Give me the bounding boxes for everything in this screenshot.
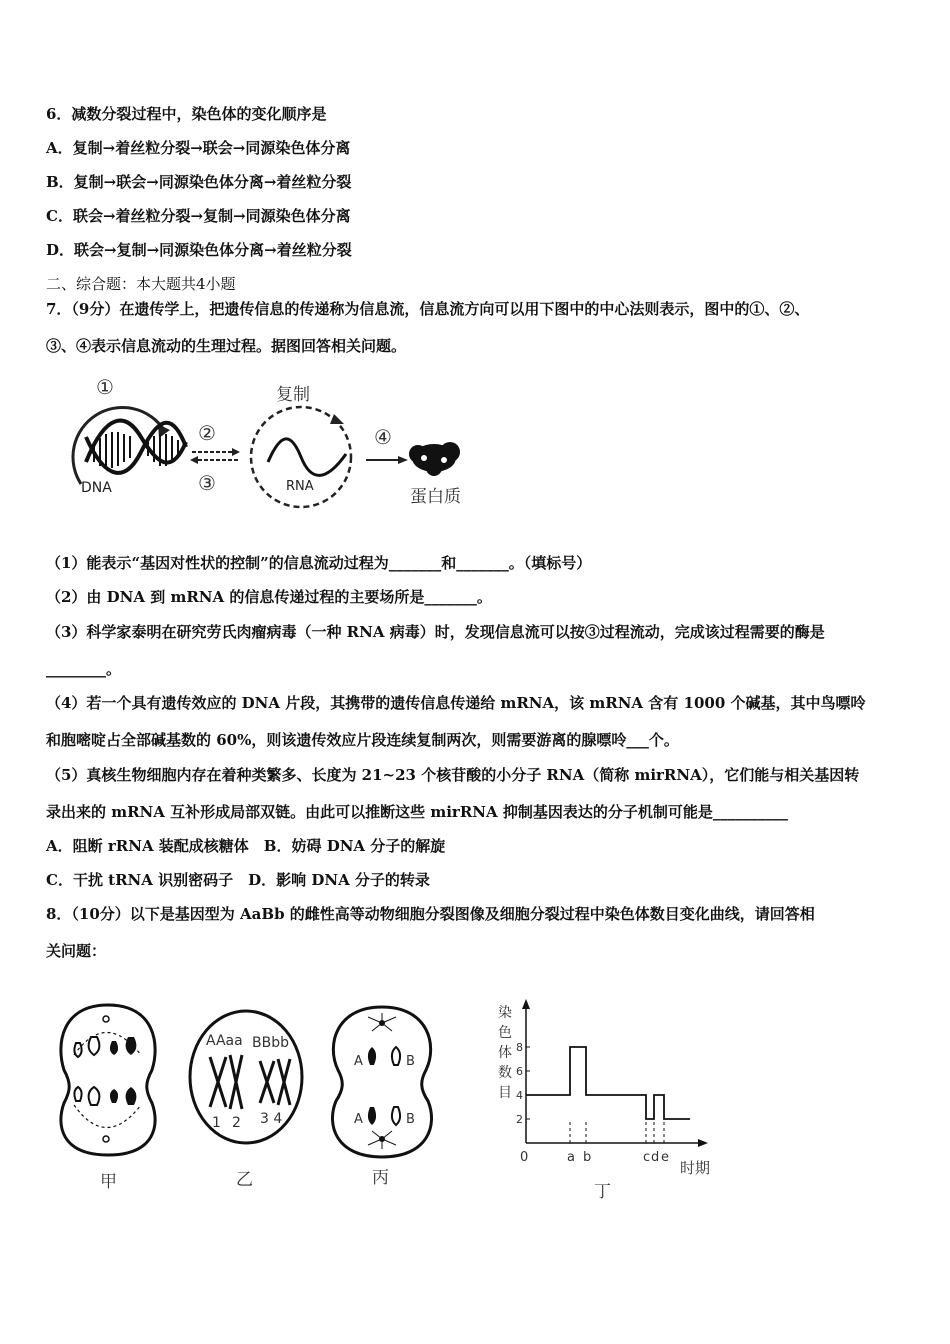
x-mark-label: d: [651, 1150, 660, 1165]
yi-num-34: 3 4: [260, 1111, 283, 1127]
q6-option-a: A．复制→着丝粒分裂→联会→同源染色体分离: [46, 139, 351, 157]
y-tick-label: 2: [516, 1113, 523, 1126]
bing-b-top: B: [406, 1054, 415, 1069]
x-marks: [567, 1150, 669, 1165]
process-3-label: ③: [198, 471, 216, 495]
section-heading: 二、综合题：本大题共4小题: [46, 275, 236, 293]
x-mark-guides: [570, 1119, 664, 1143]
y-axis-label: [498, 1004, 512, 1101]
q7-sub4-line1: （4）若一个具有遗传效应的 DNA 片段，其携带的遗传信息传递给 mRNA，该 mRNA 含有 1000 个碱基，其中鸟嘌呤: [46, 694, 866, 712]
cell-jia: [61, 1005, 155, 1192]
dna-helix-icon: [86, 421, 186, 473]
cell-division-figures: [46, 995, 466, 1200]
q6-stem: 6．减数分裂过程中，染色体的变化顺序是: [46, 105, 327, 123]
q7-sub3-line2: ________。: [46, 660, 122, 678]
cell-bing-label: 丙: [372, 1168, 389, 1188]
q6-option-d: D．联会→复制→同源染色体分离→着丝粒分裂: [46, 241, 352, 259]
y-tick-label: 4: [516, 1089, 523, 1102]
chromosome-count-graph: [490, 995, 730, 1205]
x-mark-label: a: [567, 1150, 575, 1165]
x-axis-arrow-icon: [698, 1139, 708, 1147]
chromosome-count-line: [526, 1047, 690, 1119]
y-tick-label: 8: [516, 1041, 523, 1054]
y-tick-label: 6: [516, 1065, 523, 1078]
process-4-label: ④: [374, 425, 392, 449]
rna-strand-icon: [268, 439, 346, 476]
process-2-label: ②: [198, 421, 216, 445]
q7-stem-line1: 7．（9分）在遗传学上，把遗传信息的传递称为信息流，信息流方向可以用下图中的中心法则表示，图中的①、②、: [46, 300, 810, 318]
x-mark-label: c: [643, 1150, 651, 1165]
q7-sub3-line1: （3）科学家泰明在研究劳氏肉瘤病毒（一种 RNA 病毒）时，发现信息流可以按③过程流动，完成该过程需要的酶是: [46, 623, 825, 641]
yi-num-1: 1: [212, 1115, 221, 1131]
q7-options-ab: A．阻断 rRNA 装配成核糖体 B．妨碍 DNA 分子的解旋: [46, 837, 446, 855]
process-1-label: ①: [96, 375, 114, 399]
x-mark-label: b: [583, 1150, 592, 1165]
protein-label: 蛋白质: [410, 487, 461, 507]
q6-option-c: C．联会→着丝粒分裂→复制→同源染色体分离: [46, 207, 351, 225]
reverse-transcription-arrowhead-icon: [190, 456, 198, 464]
yi-genes-left: AAaa: [206, 1033, 243, 1049]
yi-num-2: 2: [232, 1115, 241, 1131]
cell-yi-label: 乙: [236, 1170, 253, 1190]
replication-arrow-rna-icon: [330, 414, 344, 424]
central-dogma-figure: [46, 372, 496, 514]
yi-genes-right: BBbb: [252, 1035, 289, 1051]
y-axis-label-text: 染色体数目: [498, 1005, 512, 1101]
y-ticks: [516, 1041, 530, 1126]
q7-sub4-line2: 和胞嘧啶占全部碱基数的 60%，则该遗传效应片段连续复制两次，则需要游离的腺嘌呤___个。: [46, 731, 679, 749]
q8-stem-line2: 关问题：: [46, 942, 107, 960]
cell-bing: [332, 1007, 431, 1188]
q7-sub5-line2: 录出来的 mRNA 互补形成局部双链。由此可以推断这些 mirRNA 抑制基因表达的分子机制可能是__________: [46, 803, 788, 821]
q8-stem-line1: 8．（10分）以下是基因型为 AaBb 的雌性高等动物细胞分裂图像及细胞分裂过程中染色体数目变化曲线，请回答相: [46, 905, 815, 923]
q7-sub1: （1）能表示“基因对性状的控制”的信息流动过程为_______和_______。（填标号）: [46, 554, 592, 572]
rna-label: RNA: [286, 479, 314, 494]
q6-option-b: B．复制→联会→同源染色体分离→着丝粒分裂: [46, 173, 352, 191]
q7-stem-line2: ③、④表示信息流动的生理过程。据图回答相关问题。: [46, 337, 407, 355]
cell-yi: [190, 1011, 302, 1190]
bing-a-bottom: A: [354, 1112, 363, 1127]
protein-icon: [409, 442, 460, 476]
q7-sub5-line1: （5）真核生物细胞内存在着种类繁多、长度为 21~23 个核苷酸的小分子 RNA（简称 mirRNA），它们能与相关基因转: [46, 766, 860, 784]
q7-options-cd: C．干扰 tRNA 识别密码子 D．影响 DNA 分子的转录: [46, 871, 430, 889]
y-axis-arrow-icon: [522, 999, 530, 1009]
q7-sub2: （2）由 DNA 到 mRNA 的信息传递过程的主要场所是_______。: [46, 588, 492, 606]
translation-arrowhead-icon: [398, 456, 408, 464]
transcription-arrowhead-icon: [232, 448, 240, 456]
bing-b-bottom: B: [406, 1112, 415, 1127]
bing-a-top: A: [354, 1054, 363, 1069]
graph-ding-label: 丁: [594, 1182, 611, 1202]
cell-jia-label: 甲: [100, 1172, 117, 1192]
x-axis-label: 时期: [680, 1159, 711, 1177]
origin-label: 0: [520, 1150, 529, 1165]
dna-label: DNA: [81, 480, 112, 496]
rna-replication-label: 复制: [276, 385, 310, 405]
x-mark-label: e: [661, 1150, 669, 1165]
